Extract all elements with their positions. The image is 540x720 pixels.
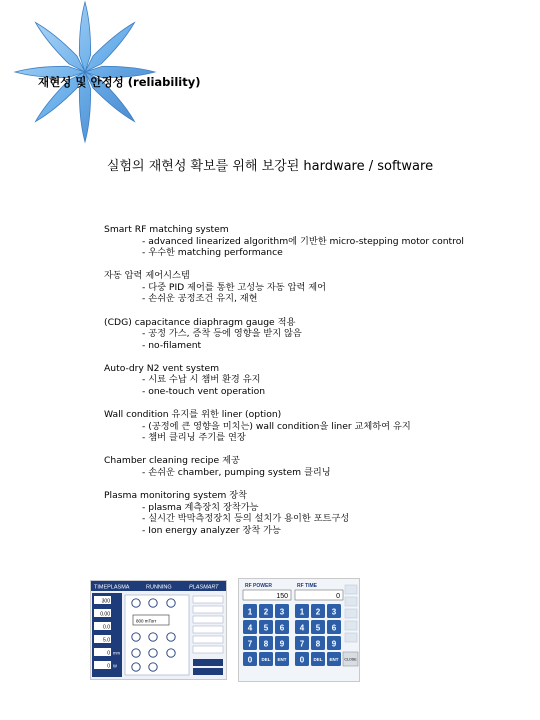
status-indicator <box>193 596 223 603</box>
valve-icon[interactable] <box>149 599 157 607</box>
readout-unit: mm <box>113 650 120 656</box>
brand-left-label: TIMEPLASMA <box>94 584 130 591</box>
side-panel-slot <box>345 621 357 630</box>
feature-section <box>104 409 524 444</box>
feature-heading: Chamber cleaning recipe 제공 <box>104 455 240 467</box>
process-control-screenshot <box>90 580 227 680</box>
status-label: RUNNING <box>146 584 172 591</box>
page-subtitle: 실험의 재현성 확보를 위해 보강된 hardware / software <box>106 159 434 174</box>
feature-item: - plasma 계측장치 장착가능 <box>142 501 259 513</box>
keypad-key-label: 7 <box>299 639 305 649</box>
readout-value: 5.0 <box>103 637 110 644</box>
valve-icon[interactable] <box>132 663 140 671</box>
feature-item: - 손쉬운 공정조건 유지, 재현 <box>142 293 258 305</box>
feature-heading: Smart RF matching system <box>104 224 229 235</box>
feature-heading: 자동 압력 제어시스템 <box>104 270 190 282</box>
feature-item: - 공정 가스, 증착 등에 영향을 받지 않음 <box>142 328 302 340</box>
keypad-key-label: 4 <box>247 623 253 633</box>
readout-value: 0.0 <box>103 624 110 631</box>
feature-list <box>104 224 524 548</box>
readout-value: 300 <box>101 598 110 605</box>
side-panel-slot <box>345 597 357 606</box>
side-panel-slot <box>345 585 357 594</box>
valve-icon[interactable] <box>167 633 175 641</box>
keypad-key-label: 9 <box>279 639 285 649</box>
keypad-key-label: 7 <box>247 639 253 649</box>
feature-item: - 시료 수납 시 챔버 환경 유지 <box>142 374 261 386</box>
keypad-key-label: 4 <box>299 623 305 633</box>
valve-icon[interactable] <box>167 599 175 607</box>
rf-time-label: RF TIME <box>297 583 317 589</box>
feature-heading: (CDG) capacitance diaphragm gauge 적용 <box>104 316 296 328</box>
side-panel-slot <box>345 609 357 618</box>
keypad-key-label: 2 <box>315 607 321 617</box>
feature-item: - 손쉬운 chamber, pumping system 클리닝 <box>142 467 331 478</box>
valve-icon[interactable] <box>132 599 140 607</box>
keypad-key-label: 2 <box>263 607 269 617</box>
rf-time-value: 0 <box>336 593 340 600</box>
keypad-key-label: DEL <box>313 657 323 662</box>
feature-section <box>104 317 524 352</box>
keypad-key-label: 1 <box>299 607 305 617</box>
close-button-label: CLOSE <box>344 657 357 662</box>
keypad-key-label: 5 <box>315 623 321 633</box>
readout-value: 0.00 <box>100 611 110 618</box>
keypad-key-label: 0 <box>299 655 305 665</box>
keypad-key-label: 3 <box>331 607 337 617</box>
star-logo-shape <box>15 2 155 142</box>
keypad-key-label: 8 <box>315 639 321 649</box>
feature-section <box>104 270 524 305</box>
feature-item: - 실시간 박막측정장치 등의 설치가 용이한 포트구성 <box>142 513 350 525</box>
keypad-screenshot <box>238 578 360 682</box>
valve-icon[interactable] <box>149 649 157 657</box>
keypad-key-label: 3 <box>279 607 285 617</box>
feature-section <box>104 363 524 398</box>
keypad-key-label: 1 <box>247 607 253 617</box>
control-button[interactable] <box>193 659 223 666</box>
page-title: 재현성 및 안정성 (reliability) <box>38 75 201 89</box>
readout-unit: W <box>113 663 117 669</box>
valve-icon[interactable] <box>149 633 157 641</box>
feature-item: - Ion energy analyzer 장착 가능 <box>142 524 281 536</box>
brand-right-label: PLASMART <box>189 584 219 591</box>
valve-icon[interactable] <box>167 649 175 657</box>
keypad-key-label: ENT <box>329 657 339 662</box>
feature-item: - 챔버 클리닝 주기를 연장 <box>142 432 246 444</box>
feature-section <box>104 455 524 478</box>
rf-power-label: RF POWER <box>245 583 272 589</box>
keypad-key-label: 6 <box>279 623 285 633</box>
readout-value: 0 <box>107 663 110 670</box>
valve-icon[interactable] <box>132 633 140 641</box>
readout-value: 0 <box>107 650 110 657</box>
keypad-key-label: 5 <box>263 623 269 633</box>
feature-item: - no-filament <box>142 339 202 351</box>
keypad-key-label: 0 <box>247 655 253 665</box>
control-button[interactable] <box>193 668 223 675</box>
rf-power-value: 150 <box>276 593 288 600</box>
feature-section <box>104 490 524 536</box>
status-indicator <box>193 646 223 653</box>
side-panel-slot <box>345 633 357 642</box>
valve-icon[interactable] <box>132 649 140 657</box>
status-indicator <box>193 616 223 623</box>
feature-item: - 우수한 matching performance <box>142 247 283 259</box>
status-indicator <box>193 636 223 643</box>
feature-section <box>104 224 524 259</box>
status-indicator <box>193 626 223 633</box>
keypad-key-label: DEL <box>261 657 271 662</box>
feature-item: - advanced linearized algorithm에 기반한 micro-stepping motor control <box>142 235 464 247</box>
keypad-key-label: 8 <box>263 639 269 649</box>
status-indicator <box>193 606 223 613</box>
keypad-key-label: 9 <box>331 639 337 649</box>
feature-item: - one-touch vent operation <box>142 386 266 398</box>
feature-heading: Auto-dry N2 vent system <box>104 362 220 374</box>
valve-icon[interactable] <box>149 663 157 671</box>
keypad-key-label: ENT <box>277 657 287 662</box>
feature-item: - 다중 PID 제어를 통한 고성능 자동 압력 제어 <box>142 281 327 293</box>
feature-heading: Plasma monitoring system 장착 <box>104 490 247 502</box>
flow-label: 800 mTorr <box>136 618 157 624</box>
keypad-key-label: 6 <box>331 623 337 633</box>
feature-item: - (공정에 큰 영향을 미치는) wall condition을 liner 교체하여 유지 <box>142 420 411 432</box>
feature-heading: Wall condition 유지를 위한 liner (option) <box>104 409 282 421</box>
